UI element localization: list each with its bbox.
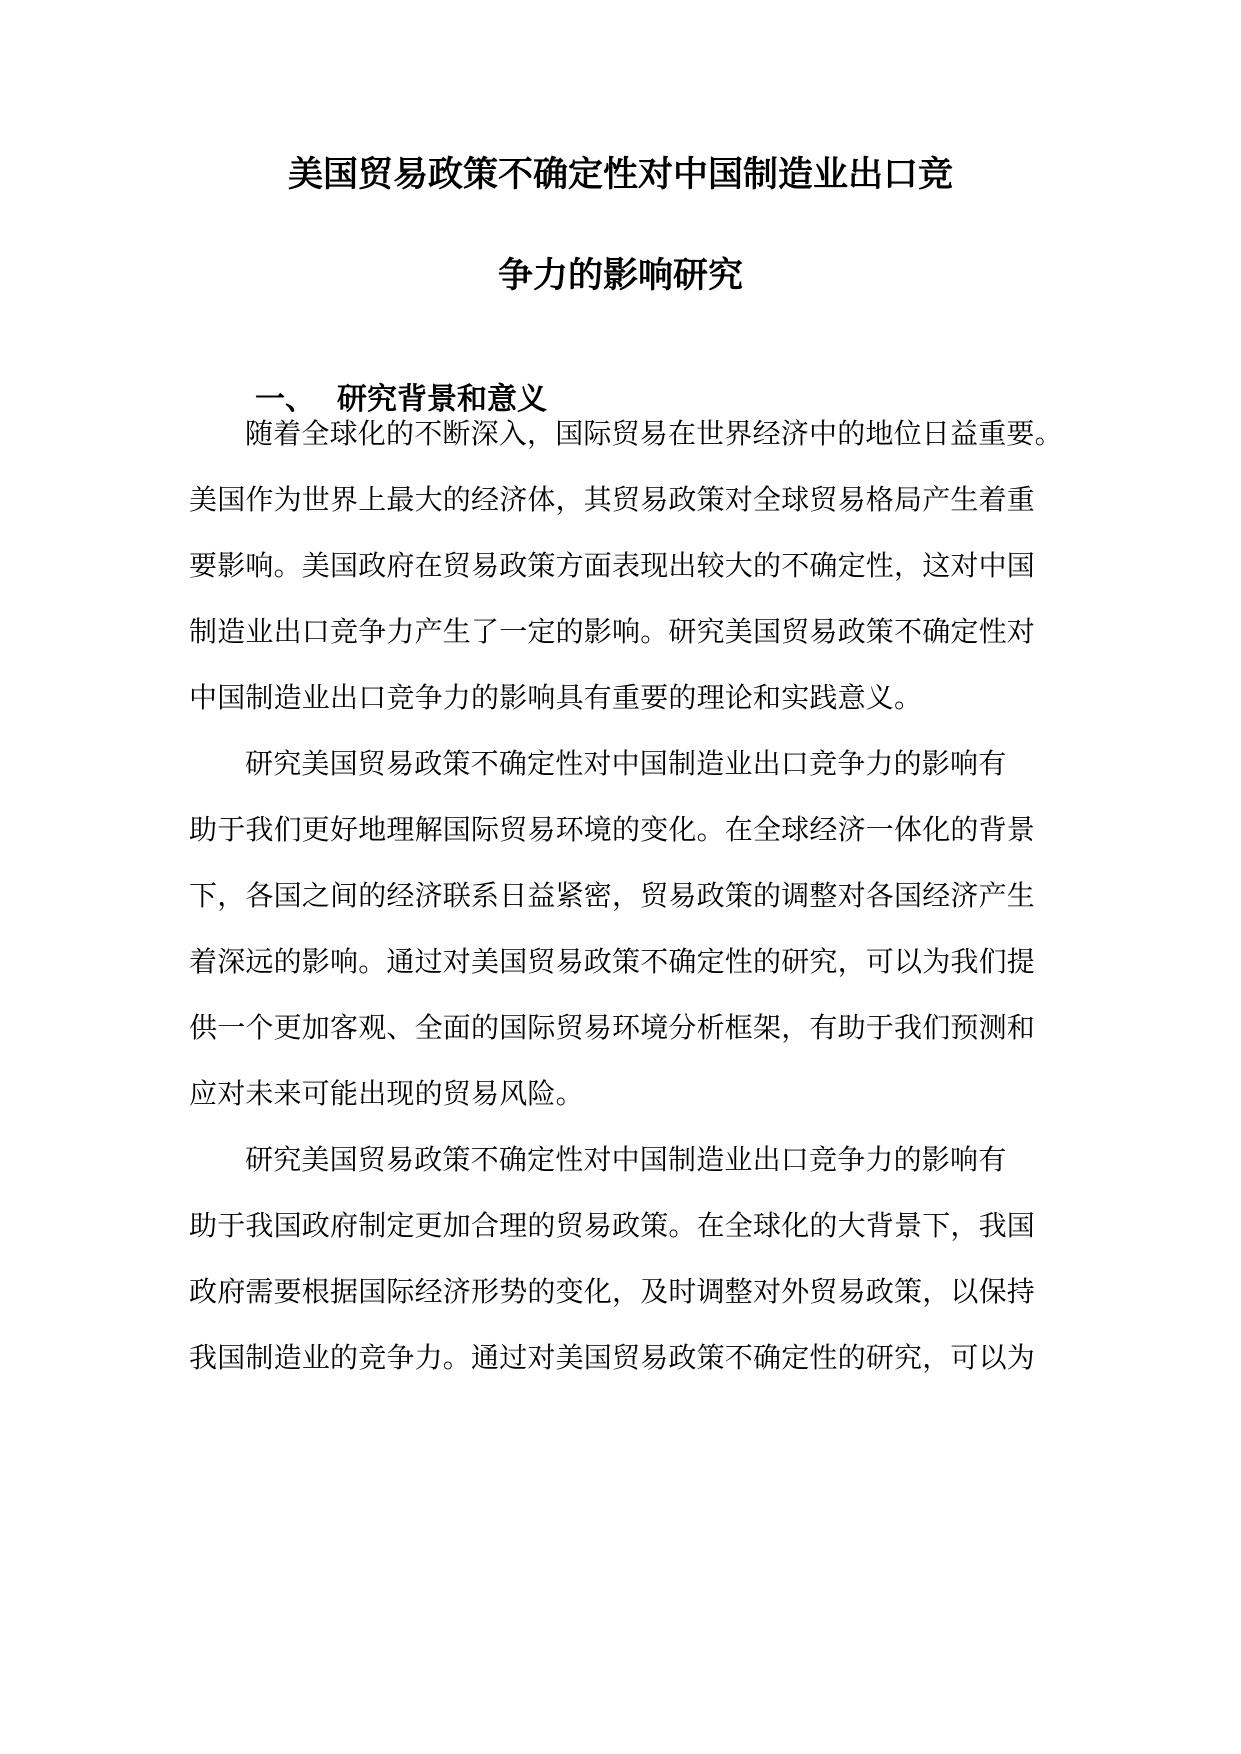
paragraph-3-line: 我国制造业的竞争力。通过对美国贸易政策不确定性的研究，可以为 (189, 1341, 1036, 1374)
paragraph-2-line: 研究美国贸易政策不确定性对中国制造业出口竞争力的影响有 (245, 747, 1007, 780)
paragraph-2-line: 助于我们更好地理解国际贸易环境的变化。在全球经济一体化的背景 (189, 813, 1036, 846)
paragraph-3-line: 政府需要根据国际经济形势的变化，及时调整对外贸易政策，以保持 (189, 1275, 1036, 1308)
paragraph-3-line: 助于我国政府制定更加合理的贸易政策。在全球化的大背景下，我国 (189, 1209, 1036, 1242)
paragraph-1-line: 美国作为世界上最大的经济体，其贸易政策对全球贸易格局产生着重 (189, 483, 1036, 516)
paragraph-1-line: 制造业出口竞争力产生了一定的影响。研究美国贸易政策不确定性对 (189, 615, 1036, 648)
paragraph-2-line: 下，各国之间的经济联系日益紧密，贸易政策的调整对各国经济产生 (189, 879, 1036, 912)
paragraph-2-line: 着深远的影响。通过对美国贸易政策不确定性的研究，可以为我们提 (189, 945, 1036, 978)
paragraph-1-line: 要影响。美国政府在贸易政策方面表现出较大的不确定性，这对中国 (189, 549, 1036, 582)
section-heading-text: 研究背景和意义 (337, 382, 547, 417)
paragraph-3-line: 研究美国贸易政策不确定性对中国制造业出口竞争力的影响有 (245, 1143, 1007, 1176)
paragraph-1-line: 随着全球化的不断深入，国际贸易在世界经济中的地位日益重要。 (245, 417, 1063, 450)
document-title-line-2: 争力的影响研究 (497, 256, 743, 296)
paragraph-2-line: 供一个更加客观、全面的国际贸易环境分析框架，有助于我们预测和 (189, 1011, 1036, 1044)
section-number: 一、 (255, 382, 315, 417)
paragraph-2-line: 应对未来可能出现的贸易风险。 (189, 1077, 584, 1110)
paragraph-1-line: 中国制造业出口竞争力的影响具有重要的理论和实践意义。 (189, 681, 923, 714)
document-title-line-1: 美国贸易政策不确定性对中国制造业出口竞 (287, 155, 953, 195)
